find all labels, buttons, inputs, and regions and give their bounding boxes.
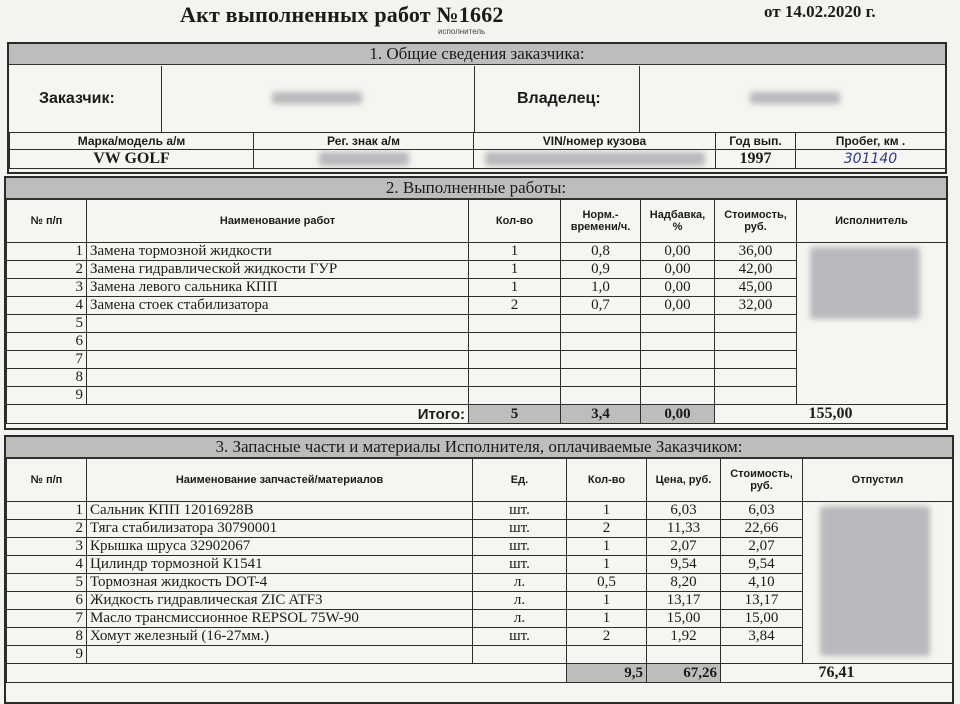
part-number: 6 (7, 592, 87, 610)
work-cost (715, 369, 797, 387)
work-name: Замена левого сальника КПП (87, 279, 469, 297)
work-markup (641, 387, 715, 405)
mileage-header: Пробег, км . (796, 133, 946, 150)
part-name: Крышка шруса 32902067 (87, 538, 473, 556)
work-number: 2 (7, 261, 87, 279)
part-price (647, 646, 721, 664)
work-number: 7 (7, 351, 87, 369)
part-unit: шт. (473, 628, 567, 646)
works-total-markup: 0,00 (641, 405, 715, 424)
parts-col-unit: Ед. (473, 459, 567, 502)
work-qty: 2 (469, 297, 561, 315)
part-qty: 2 (567, 628, 647, 646)
part-name: Тяга стабилизатора 30790001 (87, 520, 473, 538)
vehicle-value-row (10, 150, 946, 169)
work-cost (715, 333, 797, 351)
work-qty (469, 315, 561, 333)
part-price: 9,54 (647, 556, 721, 574)
make-model-header: Марка/модель а/м (10, 133, 254, 150)
part-qty: 0,5 (567, 574, 647, 592)
work-number: 8 (7, 369, 87, 387)
works-col-name: Наименование работ (87, 200, 469, 243)
part-unit: л. (473, 610, 567, 628)
work-norm: 0,9 (561, 261, 641, 279)
work-qty (469, 387, 561, 405)
part-number: 8 (7, 628, 87, 646)
part-qty: 1 (567, 610, 647, 628)
work-markup: 0,00 (641, 297, 715, 315)
year-header: Год вып. (716, 133, 796, 150)
customer-label: Заказчик: (39, 90, 115, 107)
part-cost: 3,84 (721, 628, 803, 646)
work-norm: 1,0 (561, 279, 641, 297)
part-qty: 1 (567, 592, 647, 610)
redacted-issued-by (820, 506, 930, 656)
works-total-norm: 3,4 (561, 405, 641, 424)
work-qty (469, 351, 561, 369)
part-cost: 13,17 (721, 592, 803, 610)
part-name: Жидкость гидравлическая ZIC ATF3 (87, 592, 473, 610)
work-markup (641, 351, 715, 369)
parts-total-qty: 9,5 (567, 664, 647, 683)
part-price: 13,17 (647, 592, 721, 610)
works-section (4, 176, 948, 430)
work-name (87, 387, 469, 405)
part-unit: шт. (473, 556, 567, 574)
work-cost: 36,00 (715, 243, 797, 261)
owner-label: Владелец: (517, 90, 601, 107)
work-norm (561, 351, 641, 369)
work-name (87, 333, 469, 351)
vin-header: VIN/номер кузова (474, 133, 716, 150)
work-norm (561, 369, 641, 387)
works-total-label: Итого: (7, 405, 469, 424)
work-name (87, 315, 469, 333)
work-name: Замена стоек стабилизатора (87, 297, 469, 315)
vehicle-header-row (10, 133, 946, 150)
parts-col-name: Наименование запчастей/материалов (87, 459, 473, 502)
part-cost: 4,10 (721, 574, 803, 592)
work-qty: 1 (469, 261, 561, 279)
parts-table (6, 458, 953, 683)
work-name: Замена тормозной жидкости (87, 243, 469, 261)
part-cost: 22,66 (721, 520, 803, 538)
redacted-vin (485, 152, 705, 166)
part-qty: 1 (567, 538, 647, 556)
work-markup (641, 315, 715, 333)
work-norm (561, 333, 641, 351)
redacted-reg-plate (319, 152, 409, 166)
part-unit: л. (473, 592, 567, 610)
parts-section-title: 3. Запасные части и материалы Исполнителя, оплачиваемые Заказчиком: (6, 437, 952, 458)
work-cost (715, 351, 797, 369)
part-number: 7 (7, 610, 87, 628)
part-price: 1,92 (647, 628, 721, 646)
part-number: 3 (7, 538, 87, 556)
parts-total-blank (7, 664, 567, 683)
work-markup: 0,00 (641, 243, 715, 261)
part-unit: шт. (473, 538, 567, 556)
works-col-markup: Надбавка, % (641, 200, 715, 243)
works-total-cost: 155,00 (715, 405, 947, 424)
works-col-cost: Стоимость, руб. (715, 200, 797, 243)
vin-value (474, 150, 716, 169)
reg-plate-value (254, 150, 474, 169)
parts-col-number: № п/п (7, 459, 87, 502)
part-name (87, 646, 473, 664)
part-cost (721, 646, 803, 664)
works-col-norm: Норм.- времени/ч. (561, 200, 641, 243)
work-markup (641, 333, 715, 351)
part-cost: 9,54 (721, 556, 803, 574)
work-name (87, 351, 469, 369)
work-norm: 0,8 (561, 243, 641, 261)
executor-cell (797, 243, 947, 405)
customer-section-title: 1. Общие сведения заказчика: (9, 44, 945, 65)
work-number: 1 (7, 243, 87, 261)
work-number: 5 (7, 315, 87, 333)
parts-total-price: 67,26 (647, 664, 721, 683)
part-number: 4 (7, 556, 87, 574)
part-qty: 1 (567, 556, 647, 574)
parts-header-row (7, 459, 953, 502)
work-number: 6 (7, 333, 87, 351)
part-unit: л. (473, 574, 567, 592)
works-col-number: № п/п (7, 200, 87, 243)
work-row (7, 243, 947, 261)
part-cost: 15,00 (721, 610, 803, 628)
work-qty (469, 369, 561, 387)
redacted-customer-name (272, 92, 362, 104)
works-col-executor: Исполнитель (797, 200, 947, 243)
part-name: Тормозная жидкость DOT-4 (87, 574, 473, 592)
part-unit: шт. (473, 502, 567, 520)
work-markup: 0,00 (641, 279, 715, 297)
works-total-row (7, 405, 947, 424)
part-qty (567, 646, 647, 664)
customer-owner-row (9, 66, 945, 132)
work-cost: 45,00 (715, 279, 797, 297)
works-col-qty: Кол-во (469, 200, 561, 243)
work-qty (469, 333, 561, 351)
work-cost: 42,00 (715, 261, 797, 279)
part-name: Хомут железный (16-27мм.) (87, 628, 473, 646)
part-name: Цилиндр тормозной К1541 (87, 556, 473, 574)
works-total-qty: 5 (469, 405, 561, 424)
works-table (6, 199, 947, 424)
make-model-value: VW GOLF (10, 150, 254, 169)
work-qty: 1 (469, 279, 561, 297)
part-name: Масло трансмиссионное REPSOL 75W-90 (87, 610, 473, 628)
part-unit (473, 646, 567, 664)
parts-total-cost: 76,41 (721, 664, 953, 683)
document-date: от 14.02.2020 г. (764, 2, 876, 21)
vehicle-table (9, 132, 946, 169)
work-norm (561, 387, 641, 405)
work-markup: 0,00 (641, 261, 715, 279)
work-number: 3 (7, 279, 87, 297)
part-price: 11,33 (647, 520, 721, 538)
work-name: Замена гидравлической жидкости ГУР (87, 261, 469, 279)
part-price: 15,00 (647, 610, 721, 628)
work-norm (561, 315, 641, 333)
executor-note: исполнитель (438, 27, 486, 36)
part-number: 9 (7, 646, 87, 664)
parts-section (4, 435, 954, 704)
part-number: 1 (7, 502, 87, 520)
parts-col-cost: Стоимость, руб. (721, 459, 803, 502)
parts-col-issued-by: Отпустил (803, 459, 953, 502)
part-row (7, 502, 953, 520)
part-qty: 2 (567, 520, 647, 538)
part-price: 8,20 (647, 574, 721, 592)
work-markup (641, 369, 715, 387)
part-name: Сальник КПП 12016928В (87, 502, 473, 520)
work-norm: 0,7 (561, 297, 641, 315)
work-number: 4 (7, 297, 87, 315)
customer-section (7, 42, 947, 174)
owner-name-box (639, 66, 946, 132)
part-cost: 6,03 (721, 502, 803, 520)
part-qty: 1 (567, 502, 647, 520)
work-cost (715, 387, 797, 405)
work-number: 9 (7, 387, 87, 405)
part-cost: 2,07 (721, 538, 803, 556)
work-name (87, 369, 469, 387)
work-cost (715, 315, 797, 333)
redacted-owner-name (750, 92, 840, 104)
work-qty: 1 (469, 243, 561, 261)
part-price: 2,07 (647, 538, 721, 556)
parts-col-price: Цена, руб. (647, 459, 721, 502)
works-section-title: 2. Выполненные работы: (6, 178, 946, 199)
document-title: Акт выполненных работ №1662 (180, 2, 504, 27)
reg-plate-header: Рег. знак а/м (254, 133, 474, 150)
part-number: 2 (7, 520, 87, 538)
work-cost: 32,00 (715, 297, 797, 315)
issued-by-cell (803, 502, 953, 664)
part-number: 5 (7, 574, 87, 592)
mileage-value: 301140 (796, 150, 946, 169)
redacted-executor (810, 247, 920, 319)
parts-total-row (7, 664, 953, 683)
parts-col-qty: Кол-во (567, 459, 647, 502)
part-unit: шт. (473, 520, 567, 538)
works-header-row (7, 200, 947, 243)
year-value: 1997 (716, 150, 796, 169)
customer-name-box (161, 66, 475, 132)
part-price: 6,03 (647, 502, 721, 520)
